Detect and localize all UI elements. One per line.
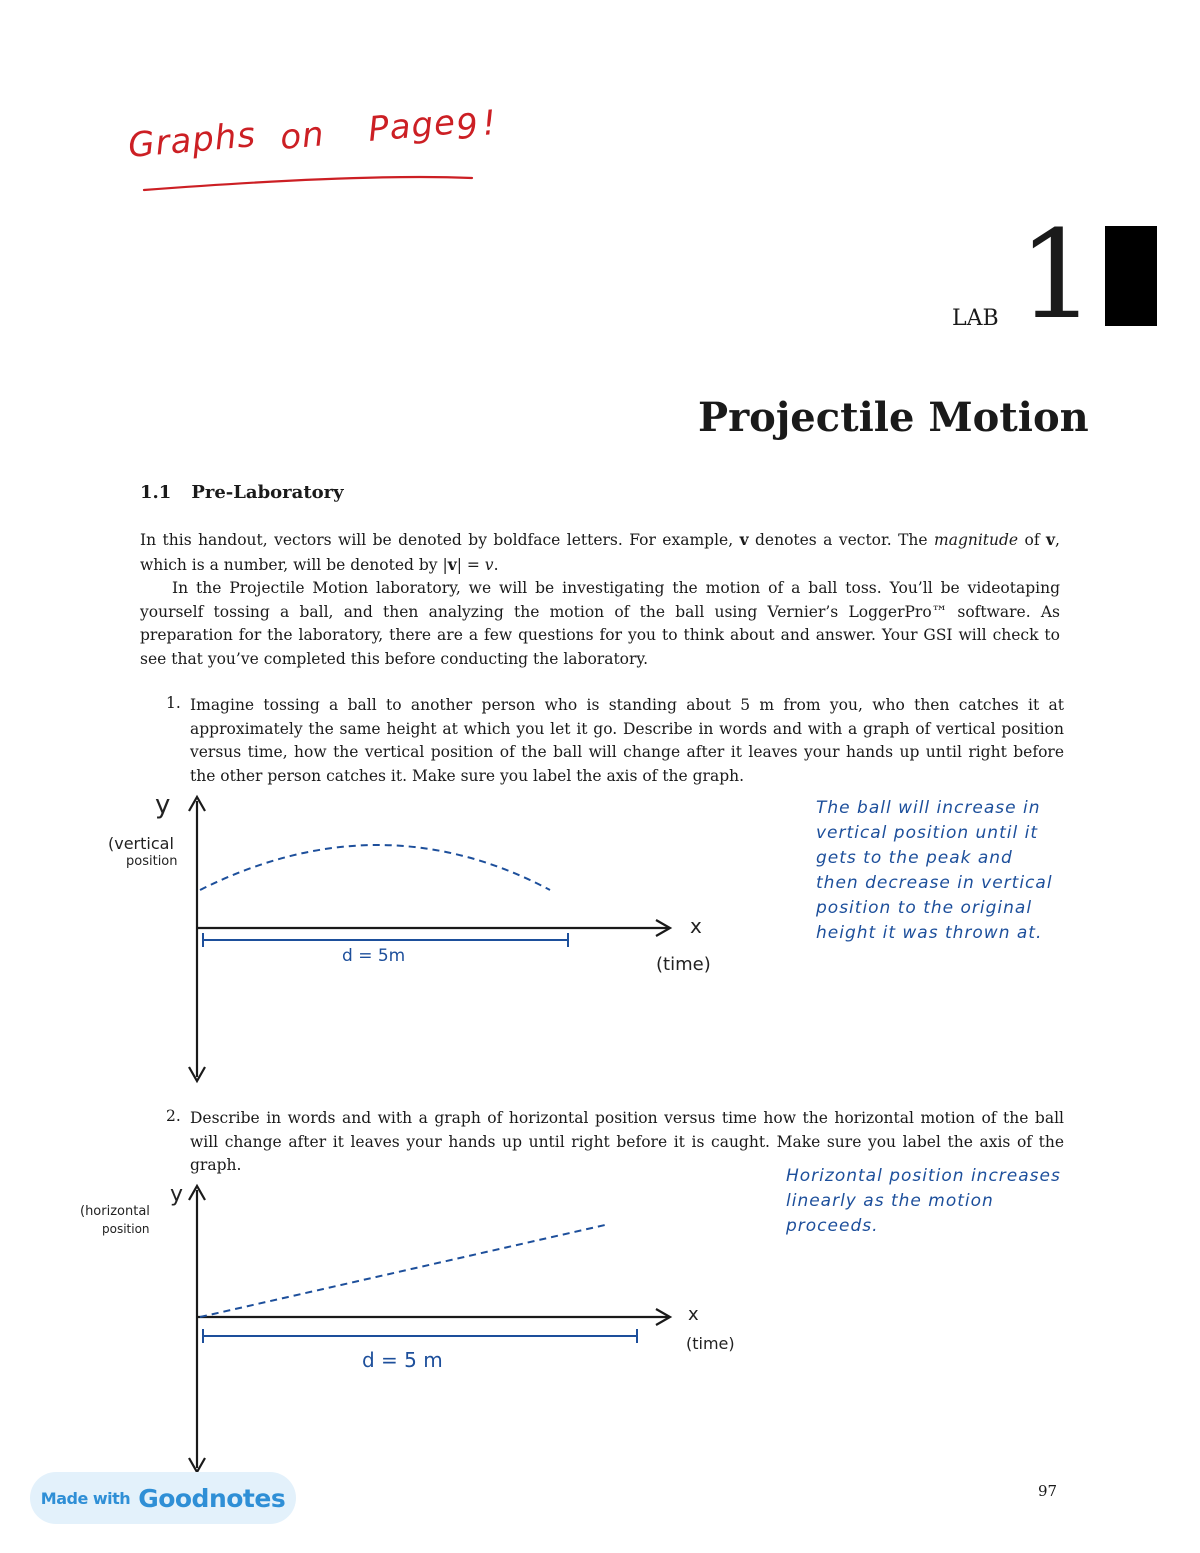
answer-1-line: vertical position until it (816, 823, 1038, 843)
lab-label: LAB (952, 306, 999, 331)
graph-2 (100, 1180, 820, 1475)
answer-1 (816, 796, 1086, 946)
badge-brand: Goodnotes (138, 1483, 286, 1513)
note-word-graphs: Graphs (126, 114, 258, 166)
question-2-number: 2. (166, 1107, 181, 1125)
note-underline (140, 168, 480, 194)
answer-2-line: linearly as the motion (786, 1191, 994, 1211)
section-number: 1.1 (140, 482, 172, 503)
question-2-text: Describe in words and with a graph of horizontal position versus time how the horizontal motion of the ball will change after it leaves your hands up until right before it is caught. Make sure you label the axis of the graph. (190, 1109, 1064, 1174)
graph-2-y-desc-1: (horizontal (80, 1204, 150, 1219)
note-word-page: Page (366, 102, 458, 150)
intro-paragraph-1: In this handout, vectors will be denoted by boldface letters. For example, v denotes a vector. The magnitude of v, which is a number, will be denoted by |v| = v. (140, 530, 1060, 574)
answer-1-line: height it was thrown at. (816, 923, 1043, 943)
answer-2-line: Horizontal position increases (786, 1166, 1061, 1186)
section-heading (140, 482, 344, 503)
note-word-on: on (278, 114, 327, 158)
answer-1-line: gets to the peak and (816, 848, 1013, 868)
graph-1-distance-label: d = 5m (342, 946, 406, 966)
intro-paragraph-2: In the Projectile Motion laboratory, we will be investigating the motion of a ball toss. You’ll be videotaping yourself tossing a ball, and then analyzing the motion of the ball using Vernier’s LoggerPro™ software. As preparation for the laboratory, there are a few questions for you to think about and answer. Your GSI will check to see that you’ve completed this before conducting the laboratory. (140, 579, 1060, 668)
answer-1-line: then decrease in vertical (816, 873, 1053, 893)
lab-number: 1 (1018, 204, 1096, 346)
goodnotes-badge[interactable] (30, 1472, 296, 1524)
graph-2-x-label: x (688, 1304, 699, 1325)
question-1-number: 1. (166, 694, 181, 712)
badge-made-with: Made with (40, 1488, 131, 1508)
graph-2-y-label: y (170, 1182, 184, 1207)
answer-1-line: The ball will increase in (816, 798, 1041, 818)
chapter-bar (1105, 226, 1157, 326)
graph-1-trajectory (200, 845, 550, 890)
graph-1-y-desc-2: position (126, 854, 178, 869)
graph-2-y-desc-2: position (102, 1222, 150, 1236)
graph-1-x-label: x (690, 914, 702, 938)
section-title: Pre-Laboratory (191, 482, 344, 503)
answer-1-line: position to the original (816, 898, 1033, 918)
graph-1 (100, 785, 820, 1090)
graph-1-x-desc: (time) (656, 954, 711, 975)
graph-2-trajectory (200, 1225, 605, 1317)
graph-1-y-label: y (155, 790, 171, 820)
answer-2 (786, 1164, 1086, 1239)
graph-2-x-desc: (time) (686, 1334, 735, 1353)
page-title: Projectile Motion (698, 394, 1089, 441)
intro-text (140, 528, 1060, 671)
question-1-text: Imagine tossing a ball to another person who is standing about 5 m from you, who then catches it at approximately the same height at which you let it go. Describe in words and with a graph of vertical position versus time, how the vertical position of the ball will change after it leaves your hands up until right before the other person catches it. Make sure you label the axis of the graph. (190, 696, 1064, 785)
answer-2-line: proceeds. (786, 1216, 879, 1236)
note-word-exclaim: ! (480, 102, 499, 144)
note-word-nine: 9 (454, 106, 481, 148)
page-number: 97 (1038, 1482, 1058, 1500)
graph-1-y-desc-1: (vertical (108, 834, 174, 853)
graph-2-distance-label: d = 5 m (362, 1348, 443, 1372)
